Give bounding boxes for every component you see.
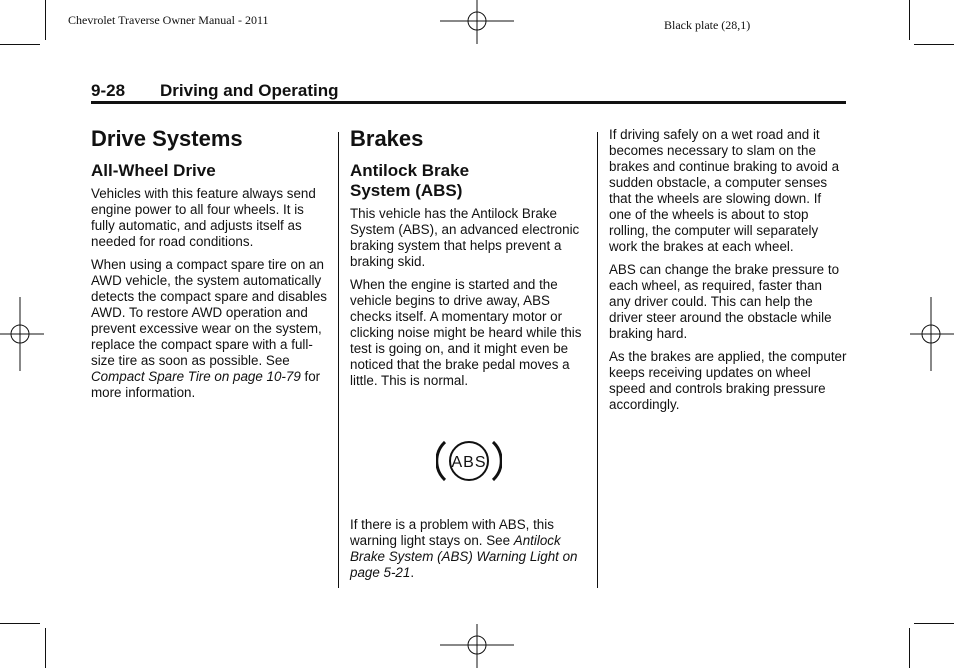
column-divider [597, 132, 598, 588]
registration-mark-right [910, 297, 954, 371]
paragraph: As the brakes are applied, the computer keeps receiving updates on wheel speed and controls braking pressure accordingly. [609, 349, 847, 412]
manual-title: Chevrolet Traverse Owner Manual - 2011 [68, 13, 269, 27]
crop-mark [914, 623, 954, 624]
paragraph [350, 517, 586, 581]
header-rule [91, 101, 846, 104]
plate-label: Black plate (28,1) [664, 18, 751, 32]
paragraph: When the engine is started and the vehicle begins to drive away, ABS checks itself. A momentary motor or clicking noise might be heard while this test is going on, and it might even be noticed that the brake pedal moves a little. This is normal. [350, 277, 582, 388]
cross-reference: Antilock Brake System (ABS) Warning Light on page 5-21 [350, 533, 578, 580]
paragraph: If driving safely on a wet road and it becomes necessary to slam on the brakes and continue braking to avoid a sudden obstacle, a computer senses that the wheels are slowing down. If one of the wheels is about to stop rolling, the computer will separately work the brakes at each wheel. [609, 127, 840, 254]
registration-mark-bottom [440, 624, 514, 668]
paragraph [91, 257, 329, 401]
column-abs-continued [609, 127, 847, 420]
crop-mark [909, 0, 910, 40]
cross-reference: Compact Spare Tire on page 10-79 [91, 369, 301, 384]
paragraph: Vehicles with this feature always send engine power to all four wheels. It is fully automatic, and adjusts itself as needed for road conditions. [91, 186, 316, 249]
crop-mark [909, 628, 910, 668]
section-heading [91, 81, 339, 101]
heading-drive-systems: Drive Systems [91, 126, 243, 151]
paragraph-text: . [410, 565, 415, 580]
paragraph-text: When using a compact spare tire on an AWD vehicle, the system automatically detects the compact spare and disables AWD. To restore AWD operation and prevent excessive wear on the system, replace the compact spare with a full-size tire as soon as possible. See [91, 257, 327, 368]
column-divider [338, 132, 339, 588]
crop-mark [914, 44, 954, 45]
crop-mark [45, 628, 46, 668]
paragraph: ABS can change the brake pressure to each wheel, as required, faster than any driver could. This can help the driver steer around the obstacle while braking hard. [609, 262, 840, 341]
paragraph-text: for more information. [91, 369, 321, 400]
subheading-abs: Antilock Brake System (ABS) [350, 161, 470, 200]
column-drive-systems [91, 126, 329, 408]
abs-icon-label: ABS [451, 454, 487, 471]
registration-mark-left [0, 297, 44, 371]
heading-brakes: Brakes [350, 126, 424, 151]
crop-mark [45, 0, 46, 40]
abs-warning-icon [436, 435, 502, 487]
crop-mark [0, 44, 40, 45]
page-number: 9-28 [91, 81, 126, 100]
registration-mark-top [440, 0, 514, 44]
paragraph-text: If there is a problem with ABS, this warning light stays on. See [350, 517, 554, 548]
crop-mark [0, 623, 40, 624]
column-brakes [350, 126, 586, 588]
section-title: Driving and Operating [160, 81, 339, 100]
paragraph: This vehicle has the Antilock Brake System (ABS), an advanced electronic braking system that helps prevent a braking skid. [350, 206, 580, 269]
subheading-all-wheel-drive: All-Wheel Drive [91, 161, 216, 180]
